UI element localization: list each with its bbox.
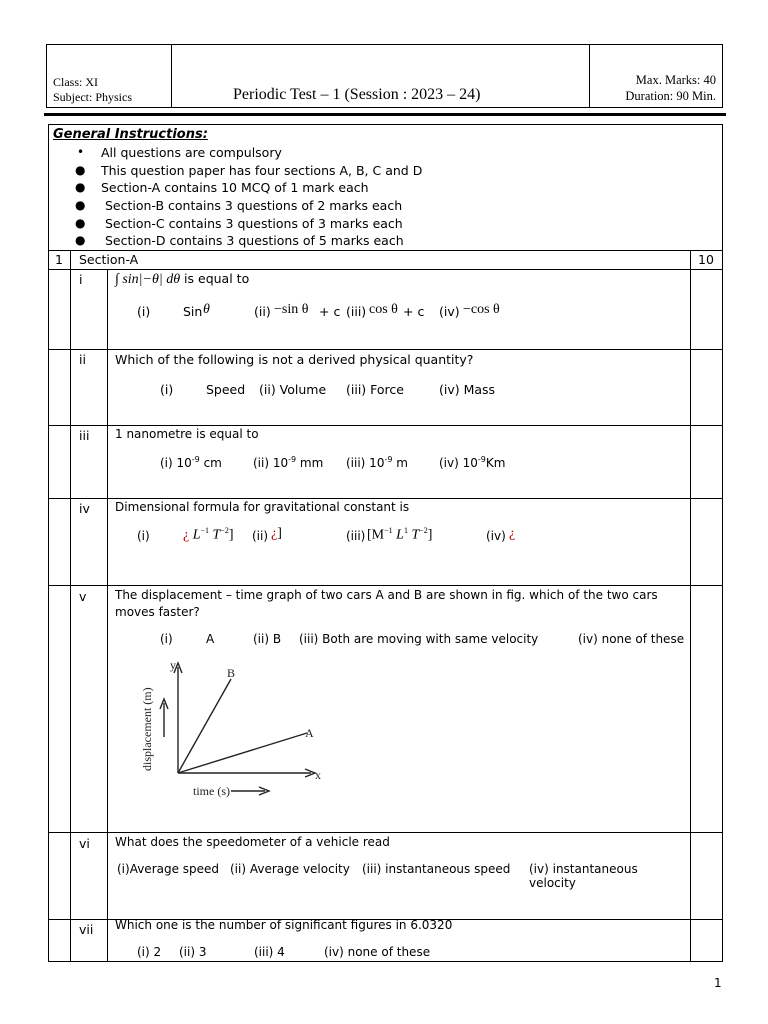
question-number: iv [79,501,90,516]
subject-label: Subject: Physics [53,90,133,104]
question-number: ii [79,352,86,367]
paper-title: Periodic Test – 1 (Session : 2023 – 24) [233,86,481,103]
list-item: ● Section-A contains 10 MCQ of 1 mark each [75,180,369,196]
list-item: ● Section-B contains 3 questions of 2 marks each [75,198,403,214]
x-title: time (s) [193,784,230,798]
question-number: vii [79,922,94,937]
x-axis-label: x [315,768,321,782]
question-number: iii [79,428,90,443]
header-box [46,44,723,108]
question-text: Which of the following is not a derived physical quantity? [115,352,474,367]
list-item: • All questions are compulsory [77,145,282,160]
question-text: Which one is the number of significant figures in 6.0320 [115,918,453,932]
section-number: 1 [55,252,63,267]
y-title: displacement (m) [140,687,154,771]
displacement-time-graph [131,653,331,803]
max-marks: Max. Marks: 40 [635,73,716,87]
question-text: 1 nanometre is equal to [115,427,259,441]
question-text: Dimensional formula for gravitational constant is [115,500,410,514]
question-number: v [79,589,87,604]
question-options: (i) 2 (ii) 3 (iii) 4 (iv) none of these [137,945,431,959]
list-item: ● This question paper has four sections A, B, C and D [75,162,423,178]
question-text: What does the speedometer of a vehicle read [115,835,390,849]
list-item: ● Section-C contains 3 questions of 3 marks each [75,215,403,231]
question-text: ∫ sin|−θ| dθ is equal to [115,271,250,287]
questions-grid [48,250,723,962]
section-title: Section-A [79,252,139,267]
page-number: 1 [714,976,722,990]
list-item: ● Section-D contains 3 questions of 5 marks each [75,233,404,249]
question-number: vi [79,836,90,851]
question-options: (i) Sin θ (ii) −sin θ + c (iii) cos θ + c (iv) −cos θ [137,302,500,319]
question-options: (i)Average speed (ii) Average velocity (iii) instantaneous speed (iv) instantaneous velocity [117,862,638,890]
instructions-heading: General Instructions: [53,127,208,142]
line-b-label: B [227,666,236,680]
question-options: (i) ¿ $L^{-1}$ $T^{-2}$] (ii) ¿] (iii) [$M^{-1}$ $L^1$ $T^{-2}$] (iv) ¿ [137,526,516,543]
question-options: (i) Speed (ii) Volume (iii) Force (iv) Mass [160,382,496,397]
section-marks: 10 [698,252,714,267]
question-number: i [79,272,83,287]
instructions-box [48,124,723,251]
instructions-list [49,144,719,250]
question-options: (i) $10^{-9}$ cm (ii) $10^{-9}$ mm (iii) $10^{-9}$ m (iv) $10^{-9}Km$ [160,455,506,470]
line-a-label: A [305,726,314,740]
duration: Duration: 90 Min. [625,89,716,103]
header-underline [44,113,726,116]
question-options: (i) A (ii) B (iii) Both are moving with same velocity (iv) none of these [160,632,685,646]
question-text: The displacement – time graph of two cars A and B are shown in fig. which of the two cars moves faster? [115,588,658,619]
y-axis-label: y [170,658,176,672]
class-label: Class: XI [53,75,98,89]
